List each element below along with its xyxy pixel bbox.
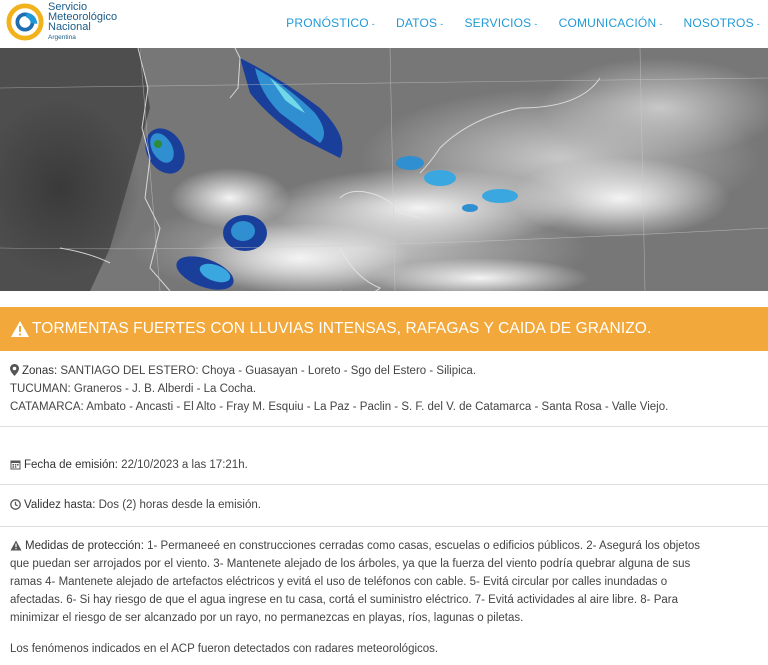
nav-label: NOSOTROS bbox=[683, 16, 754, 30]
validez-section bbox=[10, 496, 760, 514]
chevron-down-icon: - bbox=[371, 19, 375, 29]
nav-label: COMUNICACIÓN bbox=[558, 16, 657, 30]
brand-line-3: Nacional bbox=[48, 20, 91, 33]
medidas-line-3: ramas 4- Mantenete alejado de artefactos eléctricos y evitá el uso de teléfonos con cable. 5- Evitá circular por calles inundadas o bbox=[10, 576, 668, 588]
alert-title: TORMENTAS FUERTES CON LLUVIAS INTENSAS, RAFAGAS Y CAIDA DE GRANIZO. bbox=[32, 320, 652, 337]
medidas-line-5: minimizar el riesgo de ser alcanzado por un rayo, no permanezcas en playas, ríos, lagunas o piletas. bbox=[10, 612, 524, 624]
zones-line-1: SANTIAGO DEL ESTERO: Choya - Guasayan - Loreto - Sgo del Estero - Silipica. bbox=[60, 365, 477, 377]
nav-item-nosotros[interactable] bbox=[684, 16, 760, 30]
warning-icon bbox=[10, 540, 22, 551]
medidas-line-2: que puedan ser arrojados por el viento. 3- Mantenete alejado de los árboles, ya que la fuerza del viento podría quebrar alguna de sus bbox=[10, 558, 691, 570]
chevron-down-icon: - bbox=[659, 19, 663, 29]
medidas-section bbox=[10, 537, 760, 627]
emision-value: 22/10/2023 a las 17:21h. bbox=[121, 459, 248, 471]
nav-label: PRONÓSTICO bbox=[286, 16, 369, 30]
zones-label: Zonas: bbox=[22, 365, 58, 377]
emision-label: Fecha de emisión: bbox=[24, 459, 118, 471]
nav-label: SERVICIOS bbox=[464, 16, 532, 30]
smn-logo-icon bbox=[6, 3, 44, 41]
smn-logo[interactable] bbox=[6, 2, 136, 42]
nav-item-pronostico[interactable] bbox=[286, 16, 375, 30]
map-marker-icon bbox=[10, 364, 19, 376]
footer-note: Los fenómenos indicados en el ACP fueron detectados con radares meteorológicos. bbox=[10, 643, 439, 655]
divider bbox=[0, 426, 768, 427]
medidas-line-1: 1- Permaneeé en construcciones cerradas como casas, escuelas o edificios públicos. 2- Asegurá los objetos bbox=[147, 540, 701, 552]
clock-icon bbox=[10, 499, 21, 510]
emision-section bbox=[10, 456, 760, 474]
nav-item-datos[interactable] bbox=[396, 16, 443, 30]
medidas-label: Medidas de protección: bbox=[25, 540, 144, 552]
nav-label: DATOS bbox=[396, 16, 438, 30]
divider bbox=[0, 484, 768, 485]
calendar-icon bbox=[10, 459, 21, 470]
chevron-down-icon: - bbox=[440, 19, 444, 29]
alert-banner bbox=[0, 307, 768, 351]
validez-label: Validez hasta: bbox=[24, 499, 96, 511]
satellite-image bbox=[0, 48, 768, 291]
brand-line-1: Servicio bbox=[48, 0, 88, 13]
nav-item-servicios[interactable] bbox=[464, 16, 537, 30]
zones-section bbox=[10, 362, 760, 416]
validez-value: Dos (2) horas desde la emisión. bbox=[98, 499, 261, 511]
divider bbox=[0, 526, 768, 527]
brand-line-4: Argentina bbox=[48, 33, 76, 41]
main-nav bbox=[265, 16, 760, 30]
chevron-down-icon: - bbox=[534, 19, 538, 29]
warning-icon bbox=[10, 320, 30, 338]
nav-item-comunicacion[interactable] bbox=[559, 16, 663, 30]
chevron-down-icon: - bbox=[756, 19, 760, 29]
zones-line-2: TUCUMAN: Graneros - J. B. Alberdi - La Cocha. bbox=[10, 383, 257, 395]
medidas-line-4: afectadas. 6- Si hay riesgo de que el agua ingrese en tu casa, cortá el suministro eléctrico. 7- Evitá actividades al aire libre. 8- Para bbox=[10, 594, 678, 606]
zones-line-3: CATAMARCA: Ambato - Ancasti - El Alto - Fray M. Esquiu - La Paz - Paclin - S. F. del V. de Catamarca - Santa Rosa - Valle Viejo. bbox=[10, 401, 669, 413]
site-header bbox=[0, 0, 768, 48]
brand-line-2: Meteorológico bbox=[48, 10, 118, 23]
